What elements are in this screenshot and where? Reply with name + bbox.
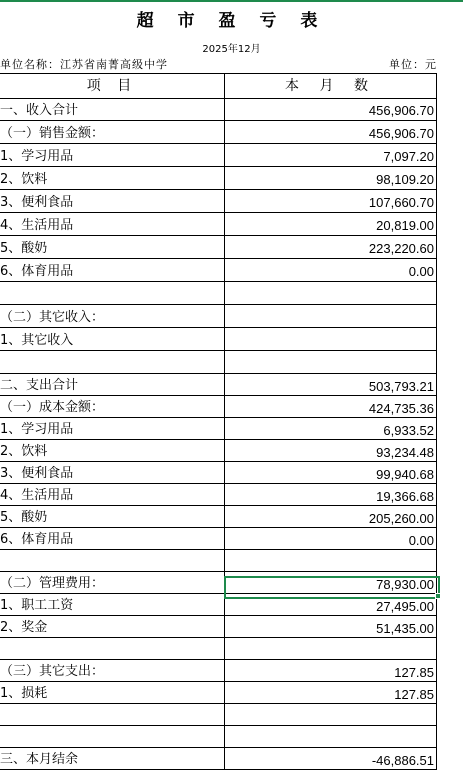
row-value-cell[interactable] bbox=[225, 167, 437, 189]
header-amount[interactable]: 本 月 数 bbox=[225, 74, 437, 98]
row-value-cell[interactable] bbox=[225, 506, 437, 527]
report-title: 超 市 盈 亏 表 bbox=[136, 11, 327, 31]
row-value-cell[interactable] bbox=[225, 328, 437, 350]
row-value bbox=[434, 356, 436, 371]
row-label-cell[interactable]: 3、便利食品 bbox=[0, 462, 225, 483]
row-value: 205,260.00 bbox=[368, 511, 434, 526]
selected-cell[interactable] bbox=[224, 576, 440, 599]
table-row bbox=[0, 144, 437, 167]
row-value bbox=[434, 731, 436, 746]
row-label-cell[interactable]: 3、便利食品 bbox=[0, 190, 225, 212]
report-date: 2025年12月 bbox=[202, 44, 261, 55]
row-label-cell[interactable] bbox=[0, 726, 225, 747]
table-row bbox=[0, 328, 437, 351]
row-value bbox=[434, 709, 436, 724]
row-value: 0.00 bbox=[408, 533, 434, 548]
row-label-cell[interactable]: （二）管理费用： bbox=[0, 572, 225, 593]
row-value-cell[interactable] bbox=[225, 98, 437, 120]
table-row bbox=[0, 418, 437, 440]
row-label-cell[interactable]: 1、学习用品 bbox=[0, 144, 225, 166]
top-accent-line bbox=[0, 0, 463, 2]
row-value: 223,220.60 bbox=[368, 241, 434, 256]
row-label-cell[interactable]: 二、支出合计 bbox=[0, 374, 225, 395]
row-value: 51,435.00 bbox=[376, 621, 434, 636]
row-value-cell[interactable] bbox=[225, 528, 437, 549]
table-row bbox=[0, 440, 437, 462]
row-label-cell[interactable]: 5、酸奶 bbox=[0, 236, 225, 258]
row-value-cell[interactable] bbox=[225, 550, 437, 571]
unit-name: 单位名称：江苏省南菁高级中学 bbox=[0, 58, 168, 71]
row-label-cell[interactable]: 4、生活用品 bbox=[0, 213, 225, 235]
row-label-cell[interactable]: 5、酸奶 bbox=[0, 506, 225, 527]
row-label-cell[interactable] bbox=[0, 704, 225, 725]
row-value-cell[interactable] bbox=[225, 305, 437, 327]
row-value: 78,930.00 bbox=[376, 577, 434, 592]
row-label-cell[interactable]: 1、学习用品 bbox=[0, 418, 225, 439]
table-row bbox=[0, 726, 437, 748]
row-value-cell[interactable] bbox=[225, 121, 437, 143]
table-row bbox=[0, 374, 437, 396]
row-value: 127.85 bbox=[394, 665, 434, 680]
table-row bbox=[0, 396, 437, 418]
row-value: -46,886.51 bbox=[371, 753, 434, 768]
row-value-cell[interactable] bbox=[225, 462, 437, 483]
row-value-cell[interactable] bbox=[225, 748, 437, 769]
row-value bbox=[434, 333, 436, 348]
row-label-cell[interactable]: 2、饮料 bbox=[0, 167, 225, 189]
row-label-cell[interactable]: （一）销售金额： bbox=[0, 121, 225, 143]
row-value: 424,735.36 bbox=[368, 401, 434, 416]
table-row bbox=[0, 550, 437, 572]
row-value bbox=[434, 310, 436, 325]
row-label-cell[interactable]: 2、奖金 bbox=[0, 616, 225, 637]
row-value: 93,234.48 bbox=[376, 445, 434, 460]
row-value-cell[interactable] bbox=[225, 726, 437, 747]
row-value: 0.00 bbox=[408, 264, 434, 279]
row-value-cell[interactable] bbox=[225, 616, 437, 637]
table-row bbox=[0, 748, 437, 770]
row-value-cell[interactable] bbox=[225, 190, 437, 212]
row-value: 99,940.68 bbox=[376, 467, 434, 482]
row-label-cell[interactable]: 4、生活用品 bbox=[0, 484, 225, 505]
row-value: 456,906.70 bbox=[368, 103, 434, 118]
table-row bbox=[0, 282, 437, 305]
table-row bbox=[0, 213, 437, 236]
row-label-cell[interactable]: 一、收入合计 bbox=[0, 98, 225, 120]
row-label-cell[interactable]: （一）成本金额： bbox=[0, 396, 225, 417]
currency-unit: 单位：元 bbox=[389, 58, 437, 71]
row-value-cell[interactable] bbox=[225, 236, 437, 258]
row-label-cell[interactable]: 6、体育用品 bbox=[0, 259, 225, 281]
row-value-cell[interactable] bbox=[225, 704, 437, 725]
table-row bbox=[0, 506, 437, 528]
table-row bbox=[0, 660, 437, 682]
row-label-cell[interactable] bbox=[0, 351, 225, 373]
row-value-cell[interactable] bbox=[225, 259, 437, 281]
row-value: 6,933.52 bbox=[383, 423, 434, 438]
row-value-cell[interactable] bbox=[225, 638, 437, 659]
table-row bbox=[0, 638, 437, 660]
row-value: 503,793.21 bbox=[368, 379, 434, 394]
table-row bbox=[0, 462, 437, 484]
row-value bbox=[434, 643, 436, 658]
row-label-cell[interactable]: （二）其它收入： bbox=[0, 305, 225, 327]
table-row bbox=[0, 616, 437, 638]
header-item[interactable]: 项 目 bbox=[0, 74, 225, 98]
table-row bbox=[0, 167, 437, 190]
row-value: 27,495.00 bbox=[376, 599, 434, 614]
row-label-cell[interactable]: 1、职工工资 bbox=[0, 594, 225, 615]
table-row bbox=[0, 259, 437, 282]
row-label-cell[interactable]: 2、饮料 bbox=[0, 440, 225, 461]
row-value-cell[interactable] bbox=[225, 351, 437, 373]
row-value: 20,819.00 bbox=[376, 218, 434, 233]
row-value-cell[interactable] bbox=[225, 213, 437, 235]
row-value-cell[interactable] bbox=[225, 682, 437, 703]
table-row bbox=[0, 98, 437, 121]
row-label-cell[interactable] bbox=[0, 282, 225, 304]
row-value: 127.85 bbox=[394, 687, 434, 702]
row-value: 456,906.70 bbox=[368, 126, 434, 141]
row-value-cell[interactable] bbox=[225, 396, 437, 417]
row-label-cell[interactable]: 1、其它收入 bbox=[0, 328, 225, 350]
row-value-cell[interactable] bbox=[225, 484, 437, 505]
fill-handle[interactable] bbox=[435, 593, 441, 599]
row-label-cell[interactable]: 三、本月结余 bbox=[0, 748, 225, 769]
row-value bbox=[434, 555, 436, 570]
row-value: 19,366.68 bbox=[376, 489, 434, 504]
table-row bbox=[0, 682, 437, 704]
row-label-cell[interactable] bbox=[0, 550, 225, 571]
row-value-cell[interactable] bbox=[225, 418, 437, 439]
table-header bbox=[0, 73, 437, 99]
row-value-cell[interactable] bbox=[225, 374, 437, 395]
table-row bbox=[0, 236, 437, 259]
table-row bbox=[0, 351, 437, 374]
row-value-cell[interactable] bbox=[225, 660, 437, 681]
row-label-cell[interactable] bbox=[0, 638, 225, 659]
row-value: 107,660.70 bbox=[368, 195, 434, 210]
row-label-cell[interactable]: 6、体育用品 bbox=[0, 528, 225, 549]
row-value: 7,097.20 bbox=[383, 149, 434, 164]
table-row bbox=[0, 305, 437, 328]
row-label-cell[interactable]: 1、损耗 bbox=[0, 682, 225, 703]
table-row bbox=[0, 704, 437, 726]
row-label-cell[interactable]: （三）其它支出： bbox=[0, 660, 225, 681]
unit-line bbox=[0, 56, 463, 72]
row-value bbox=[434, 287, 436, 302]
row-value-cell[interactable] bbox=[225, 282, 437, 304]
table-row bbox=[0, 190, 437, 213]
row-value-cell[interactable] bbox=[225, 440, 437, 461]
table-row bbox=[0, 528, 437, 550]
row-value: 98,109.20 bbox=[376, 172, 434, 187]
table-row bbox=[0, 121, 437, 144]
row-value-cell[interactable] bbox=[225, 144, 437, 166]
table-row bbox=[0, 484, 437, 506]
